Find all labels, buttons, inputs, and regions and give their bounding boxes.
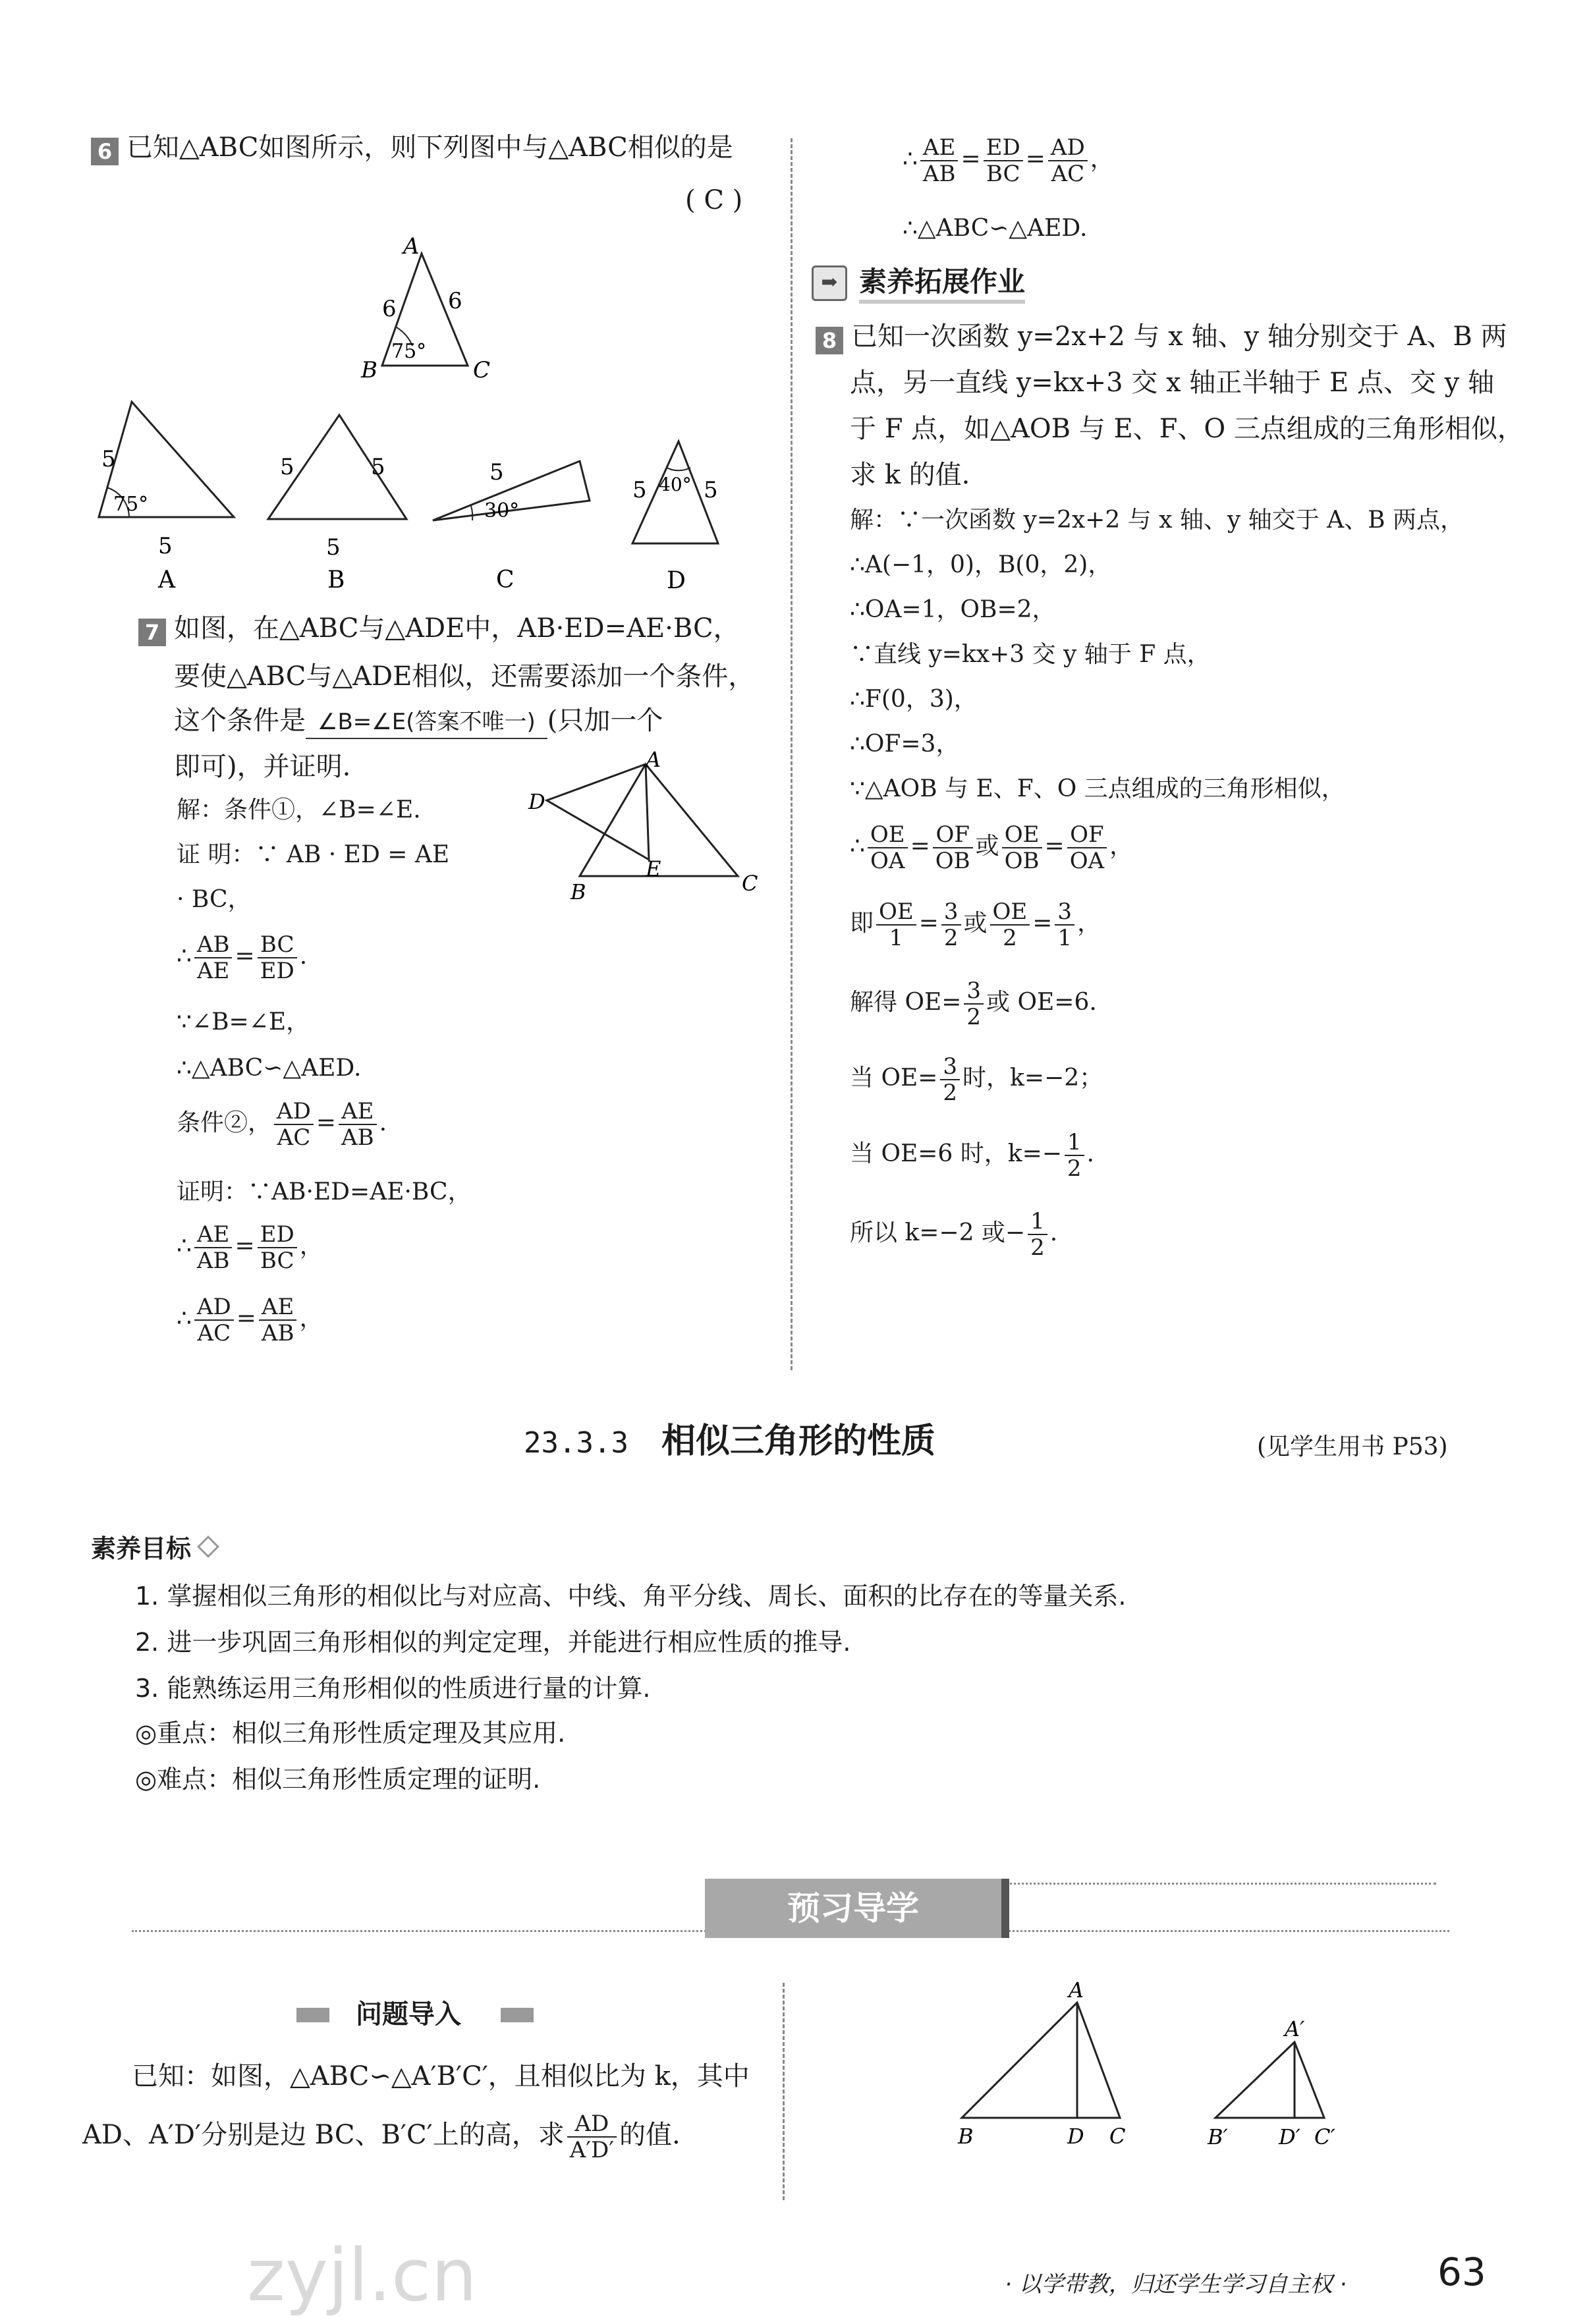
intro-figure-2 [1202, 2012, 1354, 2154]
q7-s10-frac1: $\frac{AD}{AC}$ [194, 1294, 234, 1346]
q8-s9-f3: $\frac{OE}{2}$ [990, 899, 1030, 951]
q7-line2: 要使△ABC与△ADE相似，还需要添加一个条件， [174, 661, 755, 692]
q7-figure [520, 751, 771, 902]
q7-s9-frac1: $\frac{AE}{AB}$ [194, 1222, 233, 1273]
q8-s8-f2: $\frac{OF}{OB}$ [933, 822, 973, 873]
fig1-label-B: B [958, 2124, 974, 2149]
intro-header [296, 1996, 540, 2033]
q7-sol-10: ∴ $\frac{AD}{AC}$ = $\frac{AE}{AB}$ ， [177, 1294, 323, 1346]
q6-optD-letter: D [667, 567, 686, 593]
q8-s12-f: $\frac{1}{2}$ [1065, 1130, 1084, 1181]
q8-sol-3: ∴OA=1，OB=2， [850, 596, 1056, 623]
q7-sol-5: ∵∠B=∠E， [177, 1009, 310, 1036]
q6-optB-s3: 5 [326, 534, 341, 561]
q7-line1-text: 如图，在△ABC与△ADE中，AB·ED=AE·BC， [174, 613, 740, 644]
q7-badge: 7 [138, 619, 166, 646]
goals-title: 素养目标 [91, 1534, 192, 1563]
q6-optC-letter: C [496, 567, 515, 593]
section-extension-title: 素养拓展作业 [859, 264, 1025, 304]
q6-optC-s1: 5 [489, 459, 504, 485]
q7-answer-blank: ∠B=∠E(答案不唯一) [306, 706, 547, 739]
q8-s8-f1: $\frac{OE}{OA}$ [868, 822, 908, 873]
q8-s11-f: $\frac{3}{2}$ [940, 1054, 960, 1105]
intro-figure-1 [949, 1976, 1153, 2154]
fig1-label-C: C [1109, 2124, 1126, 2149]
q8-s10-f: $\frac{3}{2}$ [964, 978, 984, 1030]
q6-option-D [613, 431, 744, 593]
q6-optD-s1: 5 [632, 477, 647, 503]
q6-optA-letter: A [158, 567, 175, 593]
q6-optB-letter: B [327, 567, 345, 593]
intro-deco-right [501, 2008, 534, 2022]
q7-sol-7: 条件②， $\frac{AD}{AC}$ = $\frac{AE}{AB}$ . [177, 1098, 387, 1151]
q8-sol-12: 当 OE=6 时，k=− $\frac{1}{2}$ . [850, 1129, 1094, 1182]
q7-s4-frac1: $\frac{AB}{AE}$ [194, 932, 233, 983]
q7-line3-post: (只加一个 [547, 706, 663, 736]
q6-optA-angle: 75° [113, 493, 149, 516]
q8-s13-f: $\frac{1}{2}$ [1028, 1209, 1047, 1260]
q8-sol-1: 解：∵一次函数 y=2x+2 与 x 轴、y 轴交于 A、B 两点， [850, 507, 1464, 534]
q6-label-A: A [403, 234, 420, 260]
intro-line2: AD、A′D′分别是边 BC、B′C′上的高，求 $\frac{AD}{A'D'}$ 的值. [82, 2111, 681, 2163]
q7-s10-frac2: $\frac{AE}{AB}$ [259, 1294, 297, 1346]
arrow-icon: ➡ [812, 265, 847, 301]
q8-badge: 8 [816, 327, 843, 354]
q8-sol-6: ∴OF=3， [850, 731, 960, 758]
goal-item-5: ◎难点：相似三角形性质定理的证明. [135, 1765, 541, 1794]
q8-line1 [816, 321, 1507, 354]
q8-sol-4: ∵直线 y=kx+3 交 y 轴于 F 点， [850, 641, 1211, 668]
right-continuation-2: ∴△ABC∽△AED. [903, 215, 1088, 242]
banner-box [705, 1879, 1009, 1938]
q8-s9-f2: $\frac{3}{2}$ [941, 899, 961, 951]
q6-label-B: B [361, 357, 377, 383]
fig1-label-A: A [1069, 1978, 1084, 2003]
q6-option-A [72, 395, 250, 593]
diamond-icon [197, 1536, 219, 1558]
q8-sol-5: ∴F(0，3)， [850, 686, 978, 713]
column-divider [791, 138, 793, 1370]
q7-sol-9: ∴ $\frac{AE}{AB}$ = $\frac{ED}{BC}$ ， [177, 1221, 323, 1274]
q6-text: 已知△ABC如图所示，则下列图中与△ABC相似的是 [126, 132, 733, 163]
q6-option-B [260, 402, 418, 593]
q8-sol-2: ∴A(−1，0)，B(0，2)， [850, 551, 1112, 578]
q6-optC-angle: 30° [484, 499, 520, 522]
q8-s8-f4: $\frac{OF}{OA}$ [1067, 822, 1107, 873]
q7-sol-4: ∴ $\frac{AB}{AE}$ = $\frac{BC}{ED}$ . [177, 931, 308, 984]
q7-line1 [138, 613, 740, 646]
goal-item-2: 2. 进一步巩固三角形相似的判定定理，并能进行相应性质的推导. [135, 1628, 851, 1657]
q7-s7-frac1: $\frac{AD}{AC}$ [274, 1099, 314, 1150]
q7-sol-3: · BC， [177, 886, 252, 913]
goal-item-1: 1. 掌握相似三角形的相似比与对应高、中线、角平分线、周长、面积的比存在的等量关系. [135, 1582, 1127, 1611]
intro-divider [783, 1983, 785, 2200]
q8-sol-10: 解得 OE= $\frac{3}{2}$ 或 OE=6. [850, 978, 1097, 1030]
section-ref: (见学生用书 P53) [1257, 1433, 1448, 1460]
q6-stem [91, 132, 733, 165]
q7-s7-frac2: $\frac{AE}{AB}$ [339, 1099, 377, 1150]
q6-side-left: 6 [382, 296, 397, 322]
q7-label-C: C [742, 871, 758, 896]
q7-label-E: E [646, 856, 661, 881]
q7-line3-pre: 这个条件是 [174, 706, 306, 736]
banner-title: 预习导学 [787, 1889, 919, 1927]
q8-sol-13: 所以 k=−2 或− $\frac{1}{2}$ . [850, 1208, 1058, 1261]
intro-title: 问题导入 [356, 1999, 461, 2030]
fig2-label-C: C′ [1314, 2124, 1335, 2149]
q8-sol-7: ∵△AOB 与 E、F、O 三点组成的三角形相似， [850, 775, 1345, 802]
q7-sol-2: 证 明：∵ AB · ED = AE [177, 841, 450, 868]
fig2-label-A: A′ [1285, 2016, 1305, 2041]
q7-label-B: B [571, 879, 586, 902]
q6-optD-angle: 40° [659, 474, 692, 495]
right-frac2: $\frac{ED}{BC}$ [984, 135, 1023, 186]
q6-answer: ( C ) [685, 185, 743, 215]
q7-label-A: A [646, 751, 661, 772]
q7-s4-pre: ∴ [177, 943, 192, 970]
q8-line3: 于 F 点，如△AOB 与 E、F、O 三点组成的三角形相似， [850, 414, 1524, 444]
section-extension-header [812, 260, 1075, 304]
q8-s9-f4: $\frac{3}{1}$ [1055, 899, 1074, 951]
q6-angle: 75° [391, 340, 427, 363]
fig1-label-D: D [1067, 2124, 1084, 2149]
goals-title-wrap [91, 1528, 216, 1564]
q7-sol-1: 解：条件①，∠B=∠E. [177, 796, 421, 823]
q7-line3 [174, 705, 663, 739]
q8-s9-f1: $\frac{OE}{1}$ [876, 899, 916, 951]
fig2-label-B: B′ [1208, 2124, 1228, 2149]
intro-line1: 已知：如图，△ABC∽△A′B′C′，且相似比为 k，其中 [132, 2061, 750, 2091]
q6-optA-s2: 5 [158, 533, 173, 559]
q8-line2: 点，另一直线 y=kx+3 交 x 轴正半轴于 E 点、交 y 轴 [850, 368, 1494, 398]
q7-s4-frac2: $\frac{BC}{ED}$ [258, 932, 297, 983]
q8-sol-9: 即 $\frac{OE}{1}$ = $\frac{3}{2}$ 或 $\frac{OE}{2}$ = $\frac{3}{1}$ ， [850, 899, 1101, 951]
fig2-label-D: D′ [1279, 2124, 1300, 2149]
q7-sol-8: 证明：∵AB·ED=AE·BC， [177, 1178, 472, 1205]
q6-optD-s2: 5 [704, 477, 718, 503]
q8-sol-11: 当 OE= $\frac{3}{2}$ 时，k=−2； [850, 1053, 1103, 1106]
q6-option-C [432, 448, 596, 593]
q6-badge: 6 [91, 138, 119, 165]
q6-label-C: C [473, 357, 491, 383]
q6-main-triangle [356, 234, 507, 392]
q8-line1-text: 已知一次函数 y=2x+2 与 x 轴、y 轴分别交于 A、B 两 [851, 321, 1507, 352]
intro-frac: $\frac{AD}{A'D'}$ [567, 2111, 617, 2163]
q6-optB-s2: 5 [371, 454, 385, 480]
page-number: 63 [1437, 2250, 1486, 2294]
section-number: 23.3.3 [524, 1426, 628, 1460]
section-heading [524, 1413, 935, 1462]
right-frac3: $\frac{AD}{AC}$ [1048, 135, 1088, 186]
q8-s8-f3: $\frac{OE}{OB}$ [1002, 822, 1042, 873]
q7-s9-frac2: $\frac{ED}{BC}$ [258, 1222, 297, 1273]
right-frac1: $\frac{AE}{AB}$ [920, 135, 959, 186]
q7-line4: 即可)，并证明. [174, 752, 351, 782]
goal-item-4: ◎重点：相似三角形性质定理及其应用. [135, 1719, 566, 1748]
footer-slogan: · 以学带教，归还学生学习自主权 · [1005, 2271, 1347, 2298]
section-title: 相似三角形的性质 [661, 1422, 935, 1461]
banner-line-2 [1001, 1883, 1436, 1885]
intro-deco-left [296, 2008, 329, 2022]
q8-line4: 求 k 的值. [850, 460, 970, 490]
q6-optB-s1: 5 [280, 454, 294, 480]
q7-sol-6: ∴△ABC∽△AED. [177, 1055, 362, 1082]
q7-label-D: D [528, 789, 545, 814]
q6-side-right: 6 [448, 288, 462, 314]
q6-optA-s1: 5 [101, 446, 116, 472]
q8-sol-8: ∴ $\frac{OE}{OA}$ = $\frac{OF}{OB}$ 或 $\frac{OE}{OB}$ = $\frac{OF}{OA}$ ， [850, 821, 1134, 874]
goal-item-3: 3. 能熟练运用三角形相似的性质进行量的计算. [135, 1674, 651, 1703]
watermark: zyjl.cn [247, 2233, 478, 2317]
right-continuation-1: ∴ $\frac{AE}{AB}$ = $\frac{ED}{BC}$ = $\frac{AD}{AC}$ ， [903, 134, 1114, 187]
